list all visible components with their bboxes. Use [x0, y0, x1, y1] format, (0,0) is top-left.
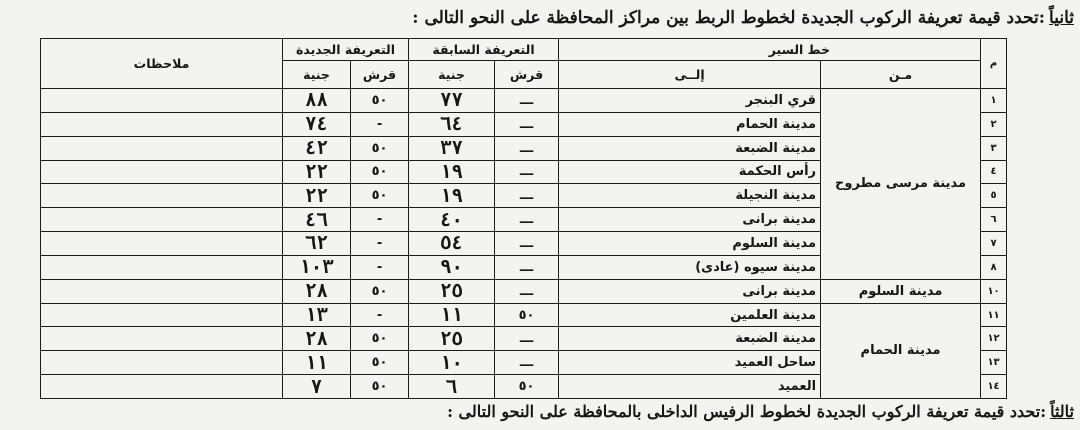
to-city: مدينة العلمين: [559, 303, 821, 327]
new-pound: ٢٢: [283, 184, 351, 208]
header-route: خط السير: [559, 39, 981, 61]
to-city: ساحل العميد: [559, 351, 821, 375]
to-city: مدينة سيوه (عادى): [559, 255, 821, 279]
old-pound: ٩٠: [409, 255, 495, 279]
new-pound: ٢٨: [283, 327, 351, 351]
row-num: ٦: [981, 208, 1007, 232]
new-qirsh: -: [351, 232, 409, 256]
header-new-qirsh: قرش: [351, 61, 409, 89]
row-note: [41, 112, 283, 136]
old-pound: ٧٧: [409, 89, 495, 113]
old-pound: ١٩: [409, 184, 495, 208]
row-note: [41, 232, 283, 256]
new-qirsh: ٥٠: [351, 160, 409, 184]
header-old-pound: جنية: [409, 61, 495, 89]
new-qirsh: -: [351, 255, 409, 279]
table-row: [41, 303, 1007, 327]
from-city: مدينة مرسى مطروح: [821, 89, 981, 280]
row-num: ١٢: [981, 327, 1007, 351]
row-note: [41, 351, 283, 375]
new-pound: ٢٢: [283, 160, 351, 184]
next-section-heading: [40, 400, 1074, 430]
row-note: [41, 327, 283, 351]
to-city: مدينة الضبعة: [559, 136, 821, 160]
old-qirsh: ـــ: [495, 160, 559, 184]
new-pound: ٦٢: [283, 232, 351, 256]
old-pound: ١١: [409, 303, 495, 327]
row-note: [41, 375, 283, 399]
row-note: [41, 136, 283, 160]
new-pound: ٤٢: [283, 136, 351, 160]
to-city: مدينة برانى: [559, 279, 821, 303]
header-new-tariff: التعريفة الجديدة: [283, 39, 409, 61]
row-note: [41, 160, 283, 184]
row-note: [41, 208, 283, 232]
row-num: ٨: [981, 255, 1007, 279]
row-num: ٣: [981, 136, 1007, 160]
next-section-heading-text: :تحدد قيمة تعريفة الركوب الجديدة لخطوط الرفيس الداخلى بالمحافظة على النحو التالى :: [447, 402, 1047, 421]
header-num: م: [981, 39, 1007, 89]
row-num: ١: [981, 89, 1007, 113]
row-num: ٢: [981, 112, 1007, 136]
section-heading: [40, 2, 1074, 34]
header-old-qirsh: قرش: [495, 61, 559, 89]
header-new-pound: جنية: [283, 61, 351, 89]
next-section-heading-lead: ثالثاً: [1050, 402, 1074, 421]
section-heading-lead: ثانياً: [1049, 8, 1074, 28]
old-pound: ١٠: [409, 351, 495, 375]
row-num: ١١: [981, 303, 1007, 327]
row-num: ١٣: [981, 351, 1007, 375]
row-note: [41, 184, 283, 208]
old-pound: ٦: [409, 375, 495, 399]
old-qirsh: ـــ: [495, 351, 559, 375]
old-qirsh: ٥٠: [495, 303, 559, 327]
section-heading-text: :تحدد قيمة تعريفة الركوب الجديدة لخطوط الربط بين مراكز المحافظة على النحو التالى :: [412, 8, 1046, 28]
row-num: ٤: [981, 160, 1007, 184]
old-qirsh: ـــ: [495, 279, 559, 303]
to-city: مدينة برانى: [559, 208, 821, 232]
old-pound: ٥٤: [409, 232, 495, 256]
new-pound: ٧: [283, 375, 351, 399]
row-num: ٥: [981, 184, 1007, 208]
row-num: ١٠: [981, 279, 1007, 303]
old-qirsh: ـــ: [495, 184, 559, 208]
old-qirsh: ـــ: [495, 327, 559, 351]
to-city: مدينة الضبعة: [559, 327, 821, 351]
old-qirsh: ٥٠: [495, 375, 559, 399]
new-pound: ١٣: [283, 303, 351, 327]
to-city: مدينة السلوم: [559, 232, 821, 256]
old-qirsh: ـــ: [495, 232, 559, 256]
old-qirsh: ـــ: [495, 112, 559, 136]
table-row: [41, 279, 1007, 303]
to-city: مدينة الحمام: [559, 112, 821, 136]
header-to: إلــى: [559, 61, 821, 89]
row-num: ٧: [981, 232, 1007, 256]
new-qirsh: -: [351, 303, 409, 327]
to-city: العميد: [559, 375, 821, 399]
new-pound: ٤٦: [283, 208, 351, 232]
old-pound: ٢٥: [409, 327, 495, 351]
tariff-table: [40, 38, 1007, 399]
new-qirsh: -: [351, 208, 409, 232]
to-city: مدينة النجيلة: [559, 184, 821, 208]
new-qirsh: ٥٠: [351, 279, 409, 303]
row-note: [41, 303, 283, 327]
new-pound: ٨٨: [283, 89, 351, 113]
old-qirsh: ـــ: [495, 255, 559, 279]
old-pound: ٢٥: [409, 279, 495, 303]
from-city: مدينة السلوم: [821, 279, 981, 303]
row-note: [41, 89, 283, 113]
row-num: ١٤: [981, 375, 1007, 399]
header-notes: ملاحظات: [41, 39, 283, 89]
old-pound: ٤٠: [409, 208, 495, 232]
old-pound: ٣٧: [409, 136, 495, 160]
new-pound: ٧٤: [283, 112, 351, 136]
table-row: [41, 89, 1007, 113]
new-pound: ١١: [283, 351, 351, 375]
header-from: مـن: [821, 61, 981, 89]
from-city: مدينة الحمام: [821, 303, 981, 398]
to-city: قري البنجر: [559, 89, 821, 113]
new-pound: ٢٨: [283, 279, 351, 303]
new-qirsh: ٥٠: [351, 184, 409, 208]
new-qirsh: ٥٠: [351, 351, 409, 375]
new-qirsh: -: [351, 112, 409, 136]
old-pound: ١٩: [409, 160, 495, 184]
row-note: [41, 255, 283, 279]
old-pound: ٦٤: [409, 112, 495, 136]
new-pound: ١٠٣: [283, 255, 351, 279]
to-city: رأس الحكمة: [559, 160, 821, 184]
header-old-tariff: التعريفة السابقة: [409, 39, 559, 61]
new-qirsh: ٥٠: [351, 89, 409, 113]
new-qirsh: ٥٠: [351, 375, 409, 399]
new-qirsh: ٥٠: [351, 327, 409, 351]
row-note: [41, 279, 283, 303]
old-qirsh: ـــ: [495, 89, 559, 113]
new-qirsh: ٥٠: [351, 136, 409, 160]
old-qirsh: ـــ: [495, 136, 559, 160]
old-qirsh: ـــ: [495, 208, 559, 232]
